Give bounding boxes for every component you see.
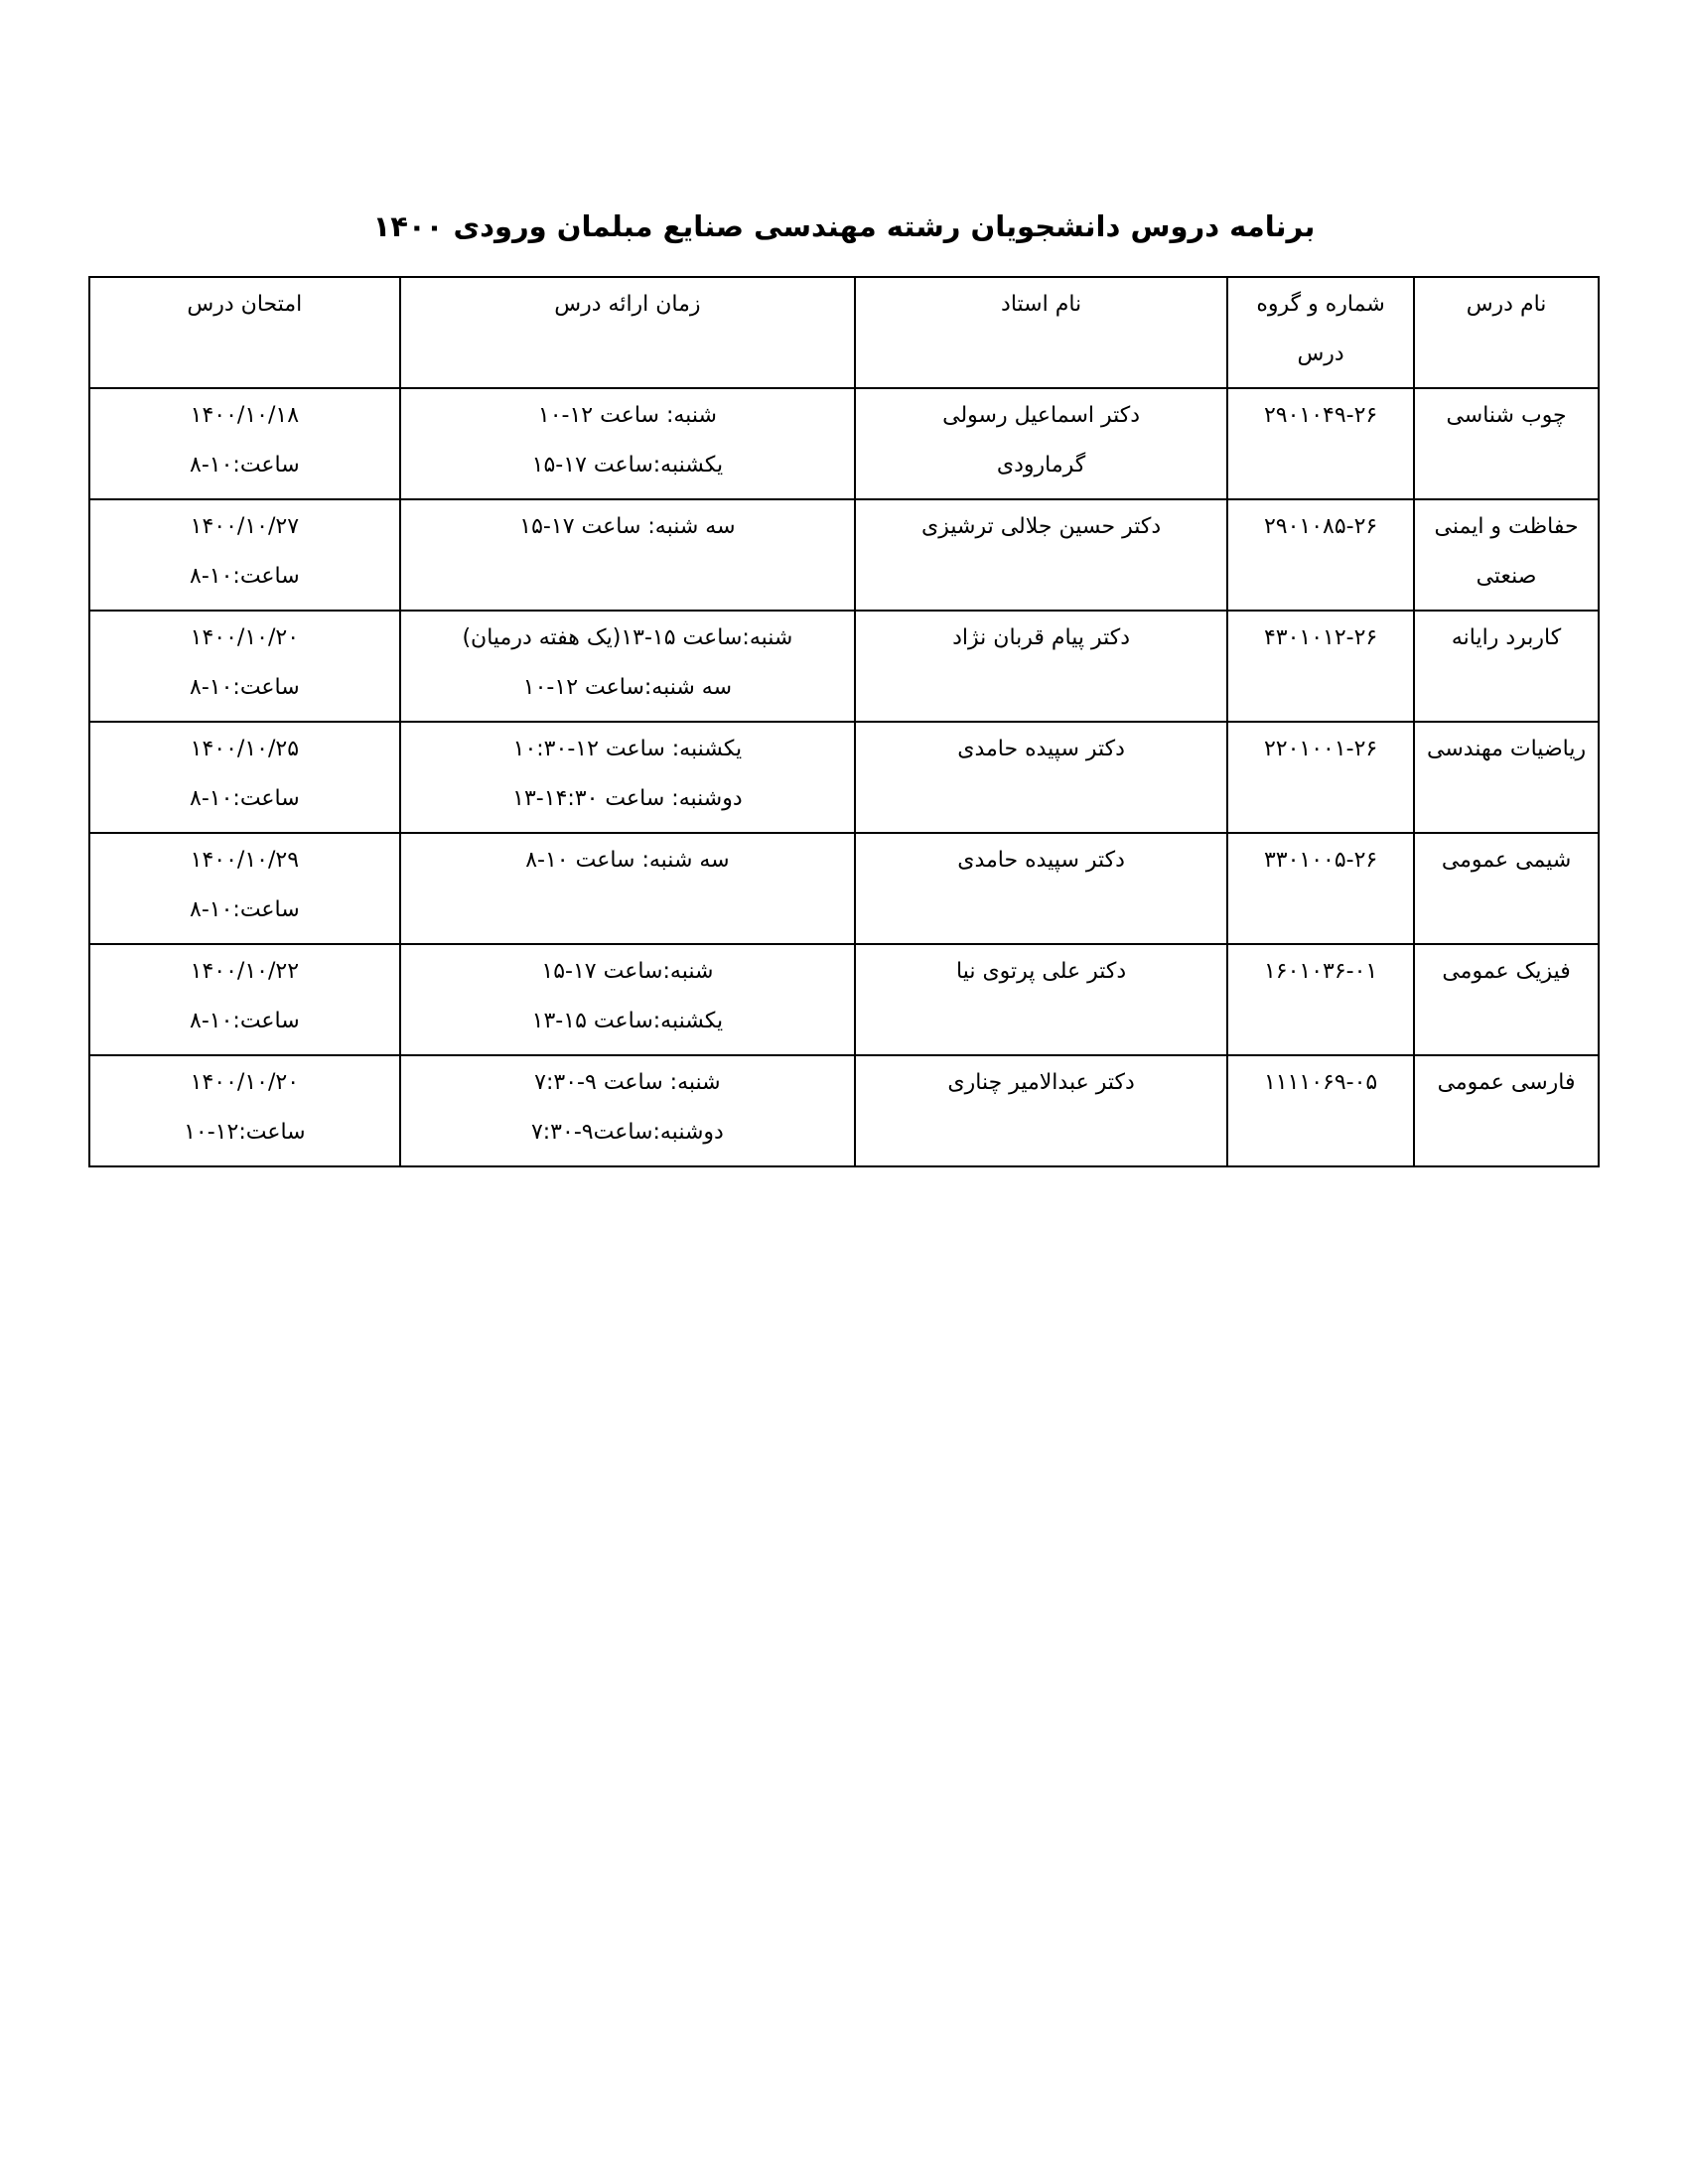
course-schedule-table (88, 276, 1600, 1167)
class-time-cell-line: شنبه: ساعت ۱۲-۱۰ (537, 403, 717, 428)
exam-cell-line: ۱۴۰۰/۱۰/۲۰ (190, 1070, 300, 1095)
exam-cell (89, 499, 400, 611)
exam-cell-line: ۱۴۰۰/۱۰/۲۹ (190, 848, 300, 873)
teacher-cell (855, 944, 1227, 1055)
course-code-cell-line: ۱۱۱۱۰۶۹-۰۵ (1263, 1070, 1378, 1095)
class-time-cell-line: شنبه: ساعت ۹-۷:۳۰ (534, 1070, 721, 1095)
course-code-cell (1227, 611, 1414, 722)
teacher-cell-line: گرمارودی (996, 453, 1086, 478)
teacher-cell-line: دکتر پیام قربان نژاد (952, 625, 1131, 650)
class-time-cell (400, 722, 855, 833)
course-name-cell (1414, 611, 1599, 722)
class-time-cell (400, 1055, 855, 1166)
class-time-cell-line: دوشنبه:ساعت۹-۷:۳۰ (530, 1120, 724, 1145)
table-row (89, 944, 1599, 1055)
header-exam: امتحان درس (89, 277, 400, 388)
table-row (89, 499, 1599, 611)
exam-cell (89, 833, 400, 944)
teacher-cell-line: دکتر علی پرتوی نیا (955, 959, 1127, 984)
course-name-cell (1414, 388, 1599, 499)
course-name-cell (1414, 833, 1599, 944)
class-time-cell-line: سه شنبه: ساعت ۱۰-۸ (525, 848, 730, 873)
table-row (89, 388, 1599, 499)
exam-cell-line: ساعت:۱۲-۱۰ (184, 1120, 306, 1145)
header-course-name: نام درس (1414, 277, 1599, 388)
course-code-cell-line: ۴۳۰۱۰۱۲-۲۶ (1263, 625, 1378, 650)
course-name-cell-line: کاربرد رایانه (1451, 625, 1562, 650)
exam-cell-line: ۱۴۰۰/۱۰/۲۵ (190, 737, 300, 761)
header-class-time: زمان ارائه درس (400, 277, 855, 388)
class-time-cell-line: یکشنبه: ساعت ۱۲-۱۰:۳۰ (512, 737, 743, 761)
course-code-cell (1227, 944, 1414, 1055)
course-name-cell-line: فارسی عمومی (1437, 1070, 1576, 1095)
class-time-cell-line: یکشنبه:ساعت ۱۵-۱۳ (531, 1009, 724, 1033)
course-name-cell-line: چوب شناسی (1446, 403, 1567, 428)
teacher-cell (855, 1055, 1227, 1166)
page-title: برنامه دروس دانشجویان رشته مهندسی صنایع مبلمان ورودی ۱۴۰۰ (372, 209, 1316, 243)
exam-cell-line: ساعت:۱۰-۸ (189, 897, 300, 922)
class-time-cell-line: سه شنبه:ساعت ۱۲-۱۰ (522, 675, 733, 700)
teacher-cell (855, 611, 1227, 722)
teacher-cell-line: دکتر سپیده حامدی (957, 848, 1125, 873)
class-time-cell (400, 833, 855, 944)
teacher-cell (855, 388, 1227, 499)
exam-cell-line: ۱۴۰۰/۱۰/۲۷ (190, 514, 300, 539)
class-time-cell (400, 499, 855, 611)
exam-cell-line: ۱۴۰۰/۱۰/۱۸ (190, 403, 300, 428)
exam-cell (89, 388, 400, 499)
exam-cell-line: ساعت:۱۰-۸ (189, 453, 300, 478)
table-row (89, 722, 1599, 833)
course-name-cell (1414, 1055, 1599, 1166)
course-code-cell (1227, 1055, 1414, 1166)
course-code-cell (1227, 722, 1414, 833)
course-code-cell (1227, 833, 1414, 944)
table-row (89, 611, 1599, 722)
table-row (89, 833, 1599, 944)
table-row (89, 1055, 1599, 1166)
teacher-cell-line: دکتر حسین جلالی ترشیزی (921, 514, 1162, 539)
course-code-cell-line: ۲۹۰۱۰۴۹-۲۶ (1263, 403, 1378, 428)
exam-cell (89, 944, 400, 1055)
exam-cell-line: ۱۴۰۰/۱۰/۲۲ (190, 959, 300, 984)
course-code-cell-line: ۳۳۰۱۰۰۵-۲۶ (1263, 848, 1378, 873)
course-name-cell-line: حفاظت و ایمنی (1434, 514, 1579, 539)
course-code-cell-line: ۲۹۰۱۰۸۵-۲۶ (1263, 514, 1378, 539)
class-time-cell-line: شنبه:ساعت ۱۷-۱۵ (541, 959, 714, 984)
course-name-cell (1414, 722, 1599, 833)
exam-cell-line: ۱۴۰۰/۱۰/۲۰ (190, 625, 300, 650)
class-time-cell-line: سه شنبه: ساعت ۱۷-۱۵ (519, 514, 736, 539)
exam-cell-line: ساعت:۱۰-۸ (189, 564, 300, 589)
table-header-row (89, 277, 1599, 388)
teacher-cell-line: دکتر اسماعیل رسولی (942, 403, 1141, 428)
teacher-cell-line: دکتر عبدالامیر چناری (947, 1070, 1135, 1095)
class-time-cell (400, 944, 855, 1055)
teacher-cell-line: دکتر سپیده حامدی (957, 737, 1125, 761)
course-code-cell-line: ۲۲۰۱۰۰۱-۲۶ (1263, 737, 1378, 761)
exam-cell (89, 722, 400, 833)
exam-cell-line: ساعت:۱۰-۸ (189, 675, 300, 700)
course-name-cell-line: صنعتی (1476, 564, 1537, 589)
course-name-cell-line: فیزیک عمومی (1442, 959, 1571, 984)
course-name-cell (1414, 944, 1599, 1055)
class-time-cell-line: یکشنبه:ساعت ۱۷-۱۵ (531, 453, 724, 478)
exam-cell-line: ساعت:۱۰-۸ (189, 1009, 300, 1033)
exam-cell-line: ساعت:۱۰-۸ (189, 786, 300, 811)
exam-cell (89, 1055, 400, 1166)
course-code-cell-line: ۱۶۰۱۰۳۶-۰۱ (1263, 959, 1378, 984)
course-name-cell (1414, 499, 1599, 611)
table-body (89, 388, 1599, 1166)
class-time-cell-line: دوشنبه: ساعت ۱۴:۳۰-۱۳ (512, 786, 743, 811)
course-name-cell-line: شیمی عمومی (1441, 848, 1572, 873)
header-course-code: شماره و گروه درس (1227, 277, 1414, 388)
course-name-cell-line: ریاضیات مهندسی (1427, 737, 1587, 761)
exam-cell (89, 611, 400, 722)
teacher-cell (855, 722, 1227, 833)
header-teacher: نام استاد (855, 277, 1227, 388)
teacher-cell (855, 499, 1227, 611)
course-code-cell (1227, 499, 1414, 611)
class-time-cell (400, 611, 855, 722)
course-code-cell (1227, 388, 1414, 499)
class-time-cell (400, 388, 855, 499)
teacher-cell (855, 833, 1227, 944)
class-time-cell-line: شنبه:ساعت ۱۵-۱۳(یک هفته درمیان) (462, 625, 793, 650)
